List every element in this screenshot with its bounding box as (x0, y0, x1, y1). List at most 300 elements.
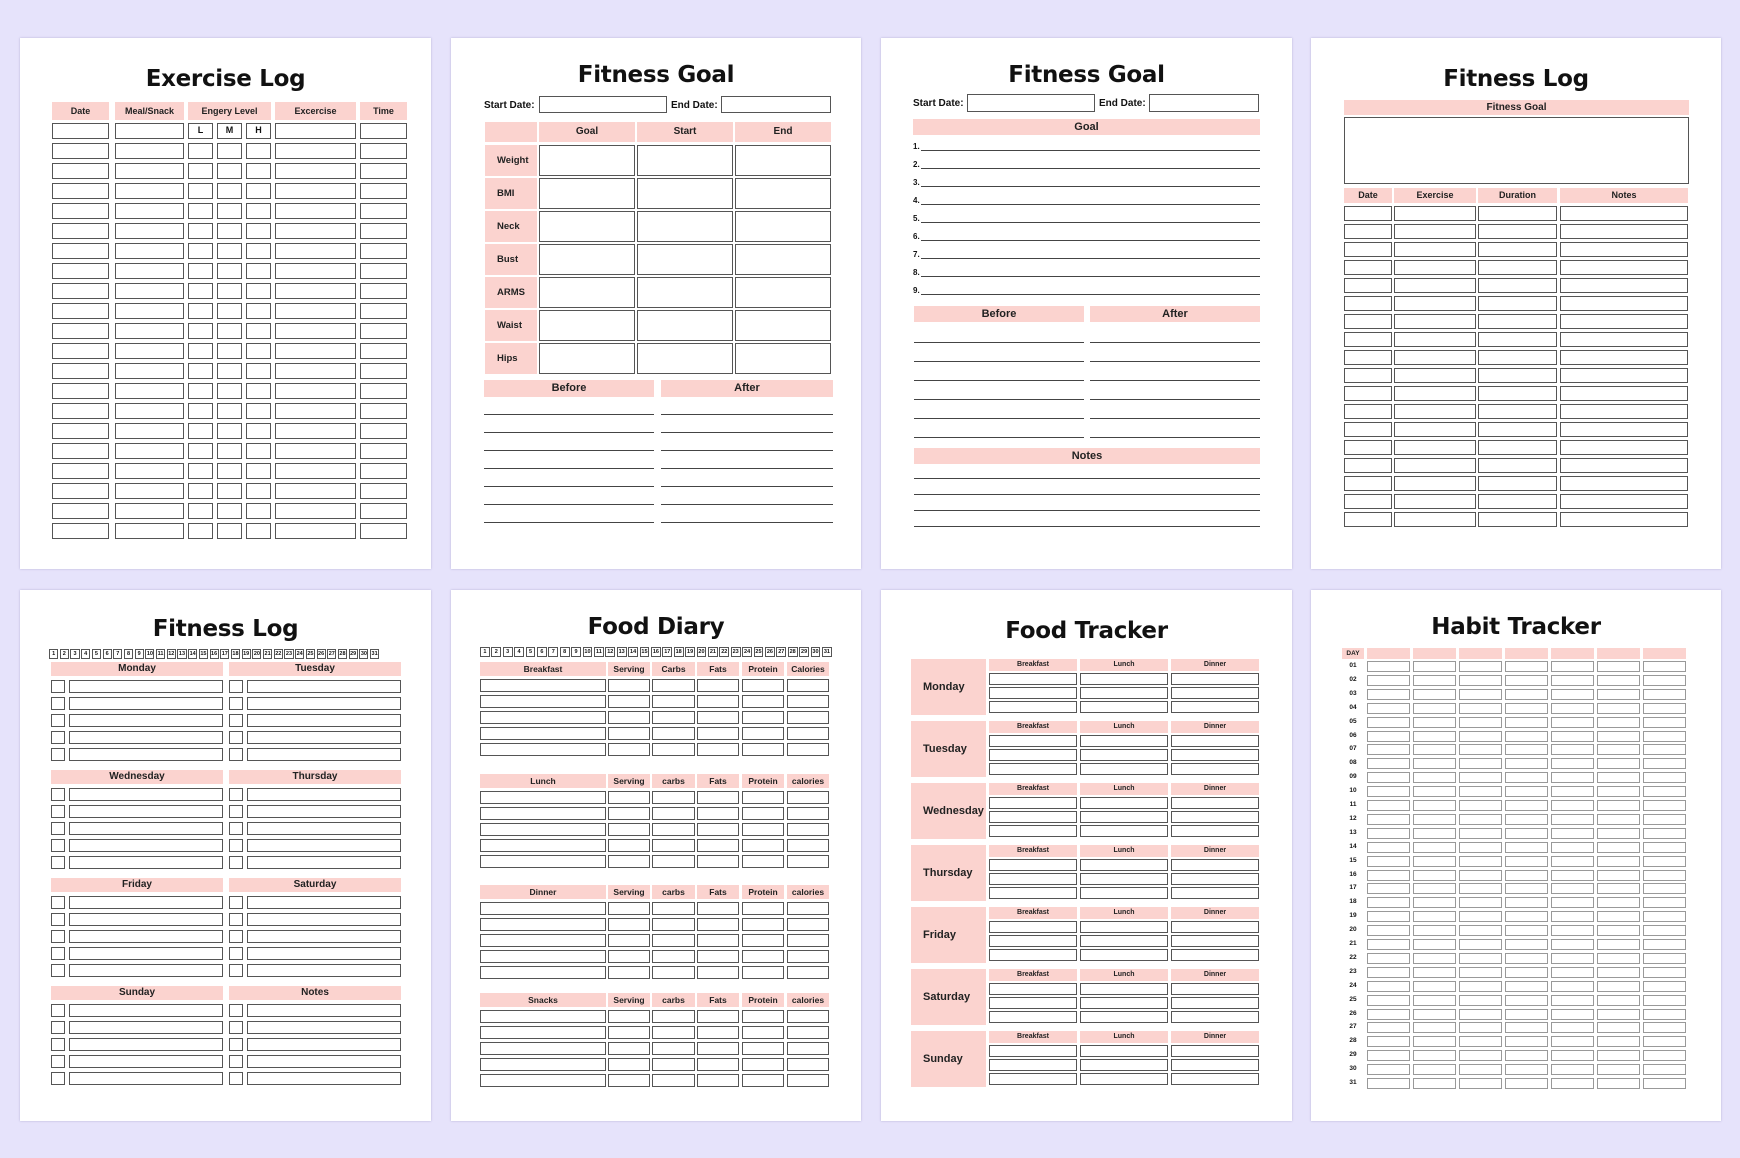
habit-cell[interactable] (1367, 981, 1410, 992)
day-number-box[interactable]: 9 (135, 649, 144, 659)
writing-line[interactable] (484, 522, 654, 523)
food-cell[interactable] (652, 1074, 695, 1087)
day-number-box[interactable]: 6 (103, 649, 112, 659)
writing-line[interactable] (484, 486, 654, 487)
meal-cell[interactable] (115, 423, 184, 439)
writing-line[interactable] (661, 450, 833, 451)
habit-cell[interactable] (1459, 981, 1502, 992)
goal-cell[interactable] (539, 277, 635, 308)
start-cell[interactable] (637, 310, 733, 341)
food-cell[interactable] (742, 855, 784, 868)
habit-cell[interactable] (1643, 939, 1686, 950)
habit-cell[interactable] (1597, 786, 1640, 797)
food-cell[interactable] (742, 679, 784, 692)
food-cell[interactable] (697, 1042, 739, 1055)
task-cell[interactable] (247, 856, 401, 869)
task-cell[interactable] (69, 947, 223, 960)
energy-cell[interactable] (217, 463, 242, 479)
energy-cell[interactable] (246, 443, 271, 459)
food-cell[interactable] (742, 966, 784, 979)
energy-cell[interactable] (217, 483, 242, 499)
meal-cell[interactable] (1171, 763, 1259, 775)
day-number-box[interactable]: 15 (200, 651, 207, 657)
habit-cell[interactable] (1367, 786, 1410, 797)
checkbox[interactable] (51, 913, 65, 926)
food-cell[interactable] (787, 1058, 829, 1071)
energy-cell[interactable] (188, 383, 213, 399)
start-cell[interactable] (637, 178, 733, 209)
log-cell[interactable] (1344, 260, 1392, 275)
energy-cell[interactable] (217, 523, 242, 539)
exercise-cell[interactable] (275, 523, 356, 539)
task-cell[interactable] (69, 930, 223, 943)
date-cell[interactable] (52, 283, 109, 299)
meal-cell[interactable] (989, 859, 1077, 871)
day-number-box[interactable]: 29 (350, 651, 357, 657)
meal-cell[interactable] (989, 935, 1077, 947)
exercise-cell[interactable] (275, 483, 356, 499)
habit-cell[interactable] (1505, 675, 1548, 686)
log-cell[interactable] (1394, 260, 1476, 275)
habit-cell[interactable] (1597, 870, 1640, 881)
log-cell[interactable] (1478, 494, 1557, 509)
meal-cell[interactable] (989, 921, 1077, 933)
energy-cell[interactable] (217, 503, 242, 519)
task-cell[interactable] (247, 805, 401, 818)
energy-cell[interactable] (217, 383, 242, 399)
habit-cell[interactable] (1505, 925, 1548, 936)
habit-cell[interactable] (1597, 675, 1640, 686)
habit-cell[interactable] (1597, 744, 1640, 755)
meal-cell[interactable] (989, 887, 1077, 899)
food-cell[interactable] (742, 823, 784, 836)
habit-cell[interactable] (1459, 800, 1502, 811)
energy-cell[interactable] (246, 503, 271, 519)
food-cell[interactable] (697, 823, 739, 836)
writing-line[interactable] (661, 414, 833, 415)
habit-cell[interactable] (1459, 814, 1502, 825)
habit-cell[interactable] (1367, 953, 1410, 964)
meal-cell[interactable] (989, 1011, 1077, 1023)
food-cell[interactable] (608, 855, 650, 868)
date-cell[interactable] (52, 323, 109, 339)
exercise-cell[interactable] (275, 423, 356, 439)
task-cell[interactable] (247, 947, 401, 960)
habit-cell[interactable] (1413, 1078, 1456, 1089)
meal-cell[interactable] (115, 223, 184, 239)
food-cell[interactable] (480, 918, 606, 931)
log-cell[interactable] (1394, 314, 1476, 329)
start-date-field[interactable] (967, 94, 1095, 112)
habit-cell[interactable] (1505, 1022, 1548, 1033)
writing-line[interactable] (914, 380, 1084, 381)
meal-cell[interactable] (1080, 1059, 1168, 1071)
date-cell[interactable] (52, 443, 109, 459)
day-number-box[interactable]: 27 (328, 651, 335, 657)
log-cell[interactable] (1394, 386, 1476, 401)
meal-cell[interactable] (989, 673, 1077, 685)
writing-line[interactable] (661, 468, 833, 469)
food-cell[interactable] (480, 950, 606, 963)
meal-cell[interactable] (989, 983, 1077, 995)
food-cell[interactable] (652, 807, 695, 820)
habit-cell[interactable] (1413, 897, 1456, 908)
fitness-goal-box[interactable] (1344, 117, 1689, 184)
exercise-cell[interactable] (275, 263, 356, 279)
log-cell[interactable] (1560, 404, 1688, 419)
day-number-box[interactable]: 12 (607, 649, 614, 655)
food-cell[interactable] (787, 902, 829, 915)
food-cell[interactable] (697, 950, 739, 963)
habit-cell[interactable] (1459, 661, 1502, 672)
food-cell[interactable] (697, 902, 739, 915)
habit-cell[interactable] (1413, 744, 1456, 755)
date-cell[interactable] (52, 243, 109, 259)
day-number-box[interactable]: 17 (221, 651, 228, 657)
task-cell[interactable] (69, 964, 223, 977)
meal-cell[interactable] (989, 825, 1077, 837)
time-cell[interactable] (360, 403, 407, 419)
day-number-box[interactable]: 11 (157, 651, 164, 657)
energy-cell[interactable] (188, 283, 213, 299)
task-cell[interactable] (247, 1021, 401, 1034)
food-cell[interactable] (480, 839, 606, 852)
exercise-cell[interactable] (275, 363, 356, 379)
habit-cell[interactable] (1597, 1009, 1640, 1020)
meal-cell[interactable] (989, 687, 1077, 699)
log-cell[interactable] (1344, 440, 1392, 455)
meal-cell[interactable] (1171, 1073, 1259, 1085)
task-cell[interactable] (247, 930, 401, 943)
writing-line[interactable] (484, 414, 654, 415)
day-number-box[interactable]: 21 (264, 651, 271, 657)
food-cell[interactable] (608, 711, 650, 724)
habit-cell[interactable] (1413, 1009, 1456, 1020)
meal-cell[interactable] (115, 403, 184, 419)
meal-cell[interactable] (1171, 749, 1259, 761)
habit-cell[interactable] (1367, 897, 1410, 908)
habit-cell[interactable] (1367, 758, 1410, 769)
habit-cell[interactable] (1413, 981, 1456, 992)
date-cell[interactable] (52, 503, 109, 519)
habit-cell[interactable] (1367, 703, 1410, 714)
log-cell[interactable] (1560, 314, 1688, 329)
writing-line[interactable] (914, 418, 1084, 419)
day-number-box[interactable]: 23 (732, 649, 739, 655)
habit-cell[interactable] (1597, 897, 1640, 908)
task-cell[interactable] (247, 680, 401, 693)
checkbox[interactable] (51, 1072, 65, 1085)
food-cell[interactable] (742, 695, 784, 708)
habit-cell[interactable] (1459, 925, 1502, 936)
habit-cell[interactable] (1413, 925, 1456, 936)
habit-cell[interactable] (1597, 953, 1640, 964)
writing-line[interactable] (921, 222, 1260, 223)
habit-cell[interactable] (1551, 856, 1594, 867)
end-cell[interactable] (735, 343, 831, 374)
start-cell[interactable] (637, 145, 733, 176)
meal-cell[interactable] (1080, 921, 1168, 933)
food-cell[interactable] (787, 791, 829, 804)
checkbox[interactable] (229, 913, 243, 926)
writing-line[interactable] (1090, 437, 1260, 438)
food-cell[interactable] (697, 727, 739, 740)
habit-cell[interactable] (1597, 828, 1640, 839)
task-cell[interactable] (247, 839, 401, 852)
meal-cell[interactable] (115, 123, 184, 139)
habit-cell[interactable] (1551, 744, 1594, 755)
energy-cell[interactable] (217, 163, 242, 179)
meal-cell[interactable] (1080, 673, 1168, 685)
habit-cell[interactable] (1597, 856, 1640, 867)
checkbox[interactable] (51, 856, 65, 869)
task-cell[interactable] (69, 896, 223, 909)
energy-cell[interactable] (246, 303, 271, 319)
habit-cell[interactable] (1367, 731, 1410, 742)
food-cell[interactable] (480, 1026, 606, 1039)
log-cell[interactable] (1560, 350, 1688, 365)
day-number-box[interactable]: 18 (232, 651, 239, 657)
time-cell[interactable] (360, 363, 407, 379)
task-cell[interactable] (69, 856, 223, 869)
meal-cell[interactable] (1171, 1045, 1259, 1057)
energy-cell[interactable] (246, 363, 271, 379)
task-cell[interactable] (69, 697, 223, 710)
habit-cell[interactable] (1505, 772, 1548, 783)
habit-cell[interactable] (1643, 661, 1686, 672)
energy-cell[interactable] (246, 423, 271, 439)
habit-cell[interactable] (1643, 1009, 1686, 1020)
food-cell[interactable] (652, 1010, 695, 1023)
log-cell[interactable] (1478, 242, 1557, 257)
habit-cell[interactable] (1551, 939, 1594, 950)
energy-cell[interactable] (217, 243, 242, 259)
habit-cell[interactable] (1505, 967, 1548, 978)
log-cell[interactable] (1394, 278, 1476, 293)
task-cell[interactable] (247, 913, 401, 926)
habit-cell[interactable] (1367, 1022, 1410, 1033)
food-cell[interactable] (742, 727, 784, 740)
food-cell[interactable] (652, 743, 695, 756)
checkbox[interactable] (51, 788, 65, 801)
exercise-cell[interactable] (275, 223, 356, 239)
habit-cell[interactable] (1505, 953, 1548, 964)
habit-cell[interactable] (1505, 1009, 1548, 1020)
energy-cell[interactable] (246, 403, 271, 419)
energy-cell[interactable] (188, 503, 213, 519)
task-cell[interactable] (69, 788, 223, 801)
day-number-box[interactable]: 15 (641, 649, 648, 655)
habit-cell[interactable] (1551, 661, 1594, 672)
task-cell[interactable] (247, 1055, 401, 1068)
writing-line[interactable] (914, 478, 1260, 479)
day-number-box[interactable]: 28 (789, 649, 796, 655)
day-number-box[interactable]: 5 (526, 647, 536, 657)
day-number-box[interactable]: 25 (755, 649, 762, 655)
task-cell[interactable] (247, 1072, 401, 1085)
habit-cell[interactable] (1367, 883, 1410, 894)
energy-cell[interactable] (217, 283, 242, 299)
day-number-box[interactable]: 19 (687, 649, 694, 655)
day-number-box[interactable]: 22 (275, 651, 282, 657)
habit-cell[interactable] (1505, 828, 1548, 839)
food-cell[interactable] (787, 966, 829, 979)
food-cell[interactable] (480, 823, 606, 836)
log-cell[interactable] (1560, 422, 1688, 437)
meal-cell[interactable] (1171, 1059, 1259, 1071)
food-cell[interactable] (652, 1058, 695, 1071)
goal-cell[interactable] (539, 343, 635, 374)
food-cell[interactable] (480, 1042, 606, 1055)
energy-cell[interactable] (217, 143, 242, 159)
meal-cell[interactable] (115, 463, 184, 479)
habit-cell[interactable] (1597, 939, 1640, 950)
log-cell[interactable] (1394, 440, 1476, 455)
food-cell[interactable] (652, 1042, 695, 1055)
food-cell[interactable] (697, 855, 739, 868)
habit-cell[interactable] (1551, 689, 1594, 700)
energy-cell[interactable] (188, 463, 213, 479)
checkbox[interactable] (51, 731, 65, 744)
habit-cell[interactable] (1367, 675, 1410, 686)
time-cell[interactable] (360, 283, 407, 299)
habit-cell[interactable] (1459, 1036, 1502, 1047)
date-cell[interactable] (52, 183, 109, 199)
habit-cell[interactable] (1505, 897, 1548, 908)
food-cell[interactable] (480, 711, 606, 724)
writing-line[interactable] (484, 450, 654, 451)
habit-cell[interactable] (1459, 731, 1502, 742)
checkbox[interactable] (51, 805, 65, 818)
energy-cell[interactable] (246, 483, 271, 499)
date-cell[interactable] (52, 383, 109, 399)
meal-cell[interactable] (1171, 949, 1259, 961)
habit-cell[interactable] (1413, 786, 1456, 797)
writing-line[interactable] (484, 468, 654, 469)
food-cell[interactable] (608, 1010, 650, 1023)
log-cell[interactable] (1560, 476, 1688, 491)
checkbox[interactable] (51, 1055, 65, 1068)
writing-line[interactable] (921, 258, 1260, 259)
log-cell[interactable] (1344, 512, 1392, 527)
log-cell[interactable] (1344, 206, 1392, 221)
meal-cell[interactable] (1080, 811, 1168, 823)
food-cell[interactable] (652, 839, 695, 852)
day-number-box[interactable]: 26 (766, 649, 773, 655)
day-number-box[interactable]: 20 (253, 651, 260, 657)
log-cell[interactable] (1478, 260, 1557, 275)
log-cell[interactable] (1478, 278, 1557, 293)
food-cell[interactable] (697, 695, 739, 708)
food-cell[interactable] (787, 711, 829, 724)
time-cell[interactable] (360, 243, 407, 259)
habit-cell[interactable] (1413, 883, 1456, 894)
date-cell[interactable] (52, 483, 109, 499)
time-cell[interactable] (360, 503, 407, 519)
exercise-cell[interactable] (275, 283, 356, 299)
date-cell[interactable] (52, 423, 109, 439)
habit-cell[interactable] (1413, 842, 1456, 853)
energy-cell[interactable] (188, 323, 213, 339)
habit-cell[interactable] (1551, 1078, 1594, 1089)
food-cell[interactable] (480, 902, 606, 915)
day-number-box[interactable]: 27 (778, 649, 785, 655)
energy-cell[interactable] (246, 383, 271, 399)
food-cell[interactable] (697, 966, 739, 979)
habit-cell[interactable] (1505, 689, 1548, 700)
meal-cell[interactable] (115, 503, 184, 519)
log-cell[interactable] (1478, 206, 1557, 221)
habit-cell[interactable] (1551, 953, 1594, 964)
food-cell[interactable] (787, 743, 829, 756)
food-cell[interactable] (480, 727, 606, 740)
habit-cell[interactable] (1643, 925, 1686, 936)
habit-cell[interactable] (1643, 772, 1686, 783)
food-cell[interactable] (608, 950, 650, 963)
writing-line[interactable] (921, 150, 1260, 151)
habit-cell[interactable] (1597, 1022, 1640, 1033)
habit-cell[interactable] (1551, 870, 1594, 881)
checkbox[interactable] (229, 1038, 243, 1051)
habit-cell[interactable] (1551, 897, 1594, 908)
habit-cell[interactable] (1643, 786, 1686, 797)
habit-cell[interactable] (1551, 967, 1594, 978)
log-cell[interactable] (1344, 368, 1392, 383)
habit-cell[interactable] (1459, 911, 1502, 922)
task-cell[interactable] (69, 680, 223, 693)
habit-cell[interactable] (1413, 717, 1456, 728)
checkbox[interactable] (229, 748, 243, 761)
energy-cell[interactable] (188, 223, 213, 239)
checkbox[interactable] (229, 1072, 243, 1085)
habit-cell[interactable] (1367, 925, 1410, 936)
habit-cell[interactable] (1505, 717, 1548, 728)
habit-cell[interactable] (1597, 883, 1640, 894)
habit-cell[interactable] (1459, 717, 1502, 728)
exercise-cell[interactable] (275, 183, 356, 199)
food-cell[interactable] (480, 1074, 606, 1087)
food-cell[interactable] (608, 679, 650, 692)
meal-cell[interactable] (1171, 811, 1259, 823)
food-cell[interactable] (480, 695, 606, 708)
meal-cell[interactable] (1171, 701, 1259, 713)
writing-line[interactable] (1090, 399, 1260, 400)
habit-cell[interactable] (1367, 995, 1410, 1006)
energy-cell[interactable] (246, 223, 271, 239)
meal-cell[interactable] (989, 797, 1077, 809)
food-cell[interactable] (787, 1074, 829, 1087)
food-cell[interactable] (742, 918, 784, 931)
energy-cell[interactable] (188, 183, 213, 199)
habit-cell[interactable] (1413, 1036, 1456, 1047)
day-number-box[interactable]: 4 (81, 649, 90, 659)
writing-line[interactable] (914, 399, 1084, 400)
food-cell[interactable] (787, 934, 829, 947)
food-cell[interactable] (652, 711, 695, 724)
habit-cell[interactable] (1413, 953, 1456, 964)
habit-cell[interactable] (1551, 995, 1594, 1006)
meal-cell[interactable] (1080, 1011, 1168, 1023)
task-cell[interactable] (69, 748, 223, 761)
habit-cell[interactable] (1505, 731, 1548, 742)
food-cell[interactable] (787, 1010, 829, 1023)
food-cell[interactable] (742, 743, 784, 756)
date-cell[interactable] (52, 143, 109, 159)
exercise-cell[interactable] (275, 443, 356, 459)
food-cell[interactable] (742, 1042, 784, 1055)
habit-cell[interactable] (1597, 731, 1640, 742)
task-cell[interactable] (247, 714, 401, 727)
